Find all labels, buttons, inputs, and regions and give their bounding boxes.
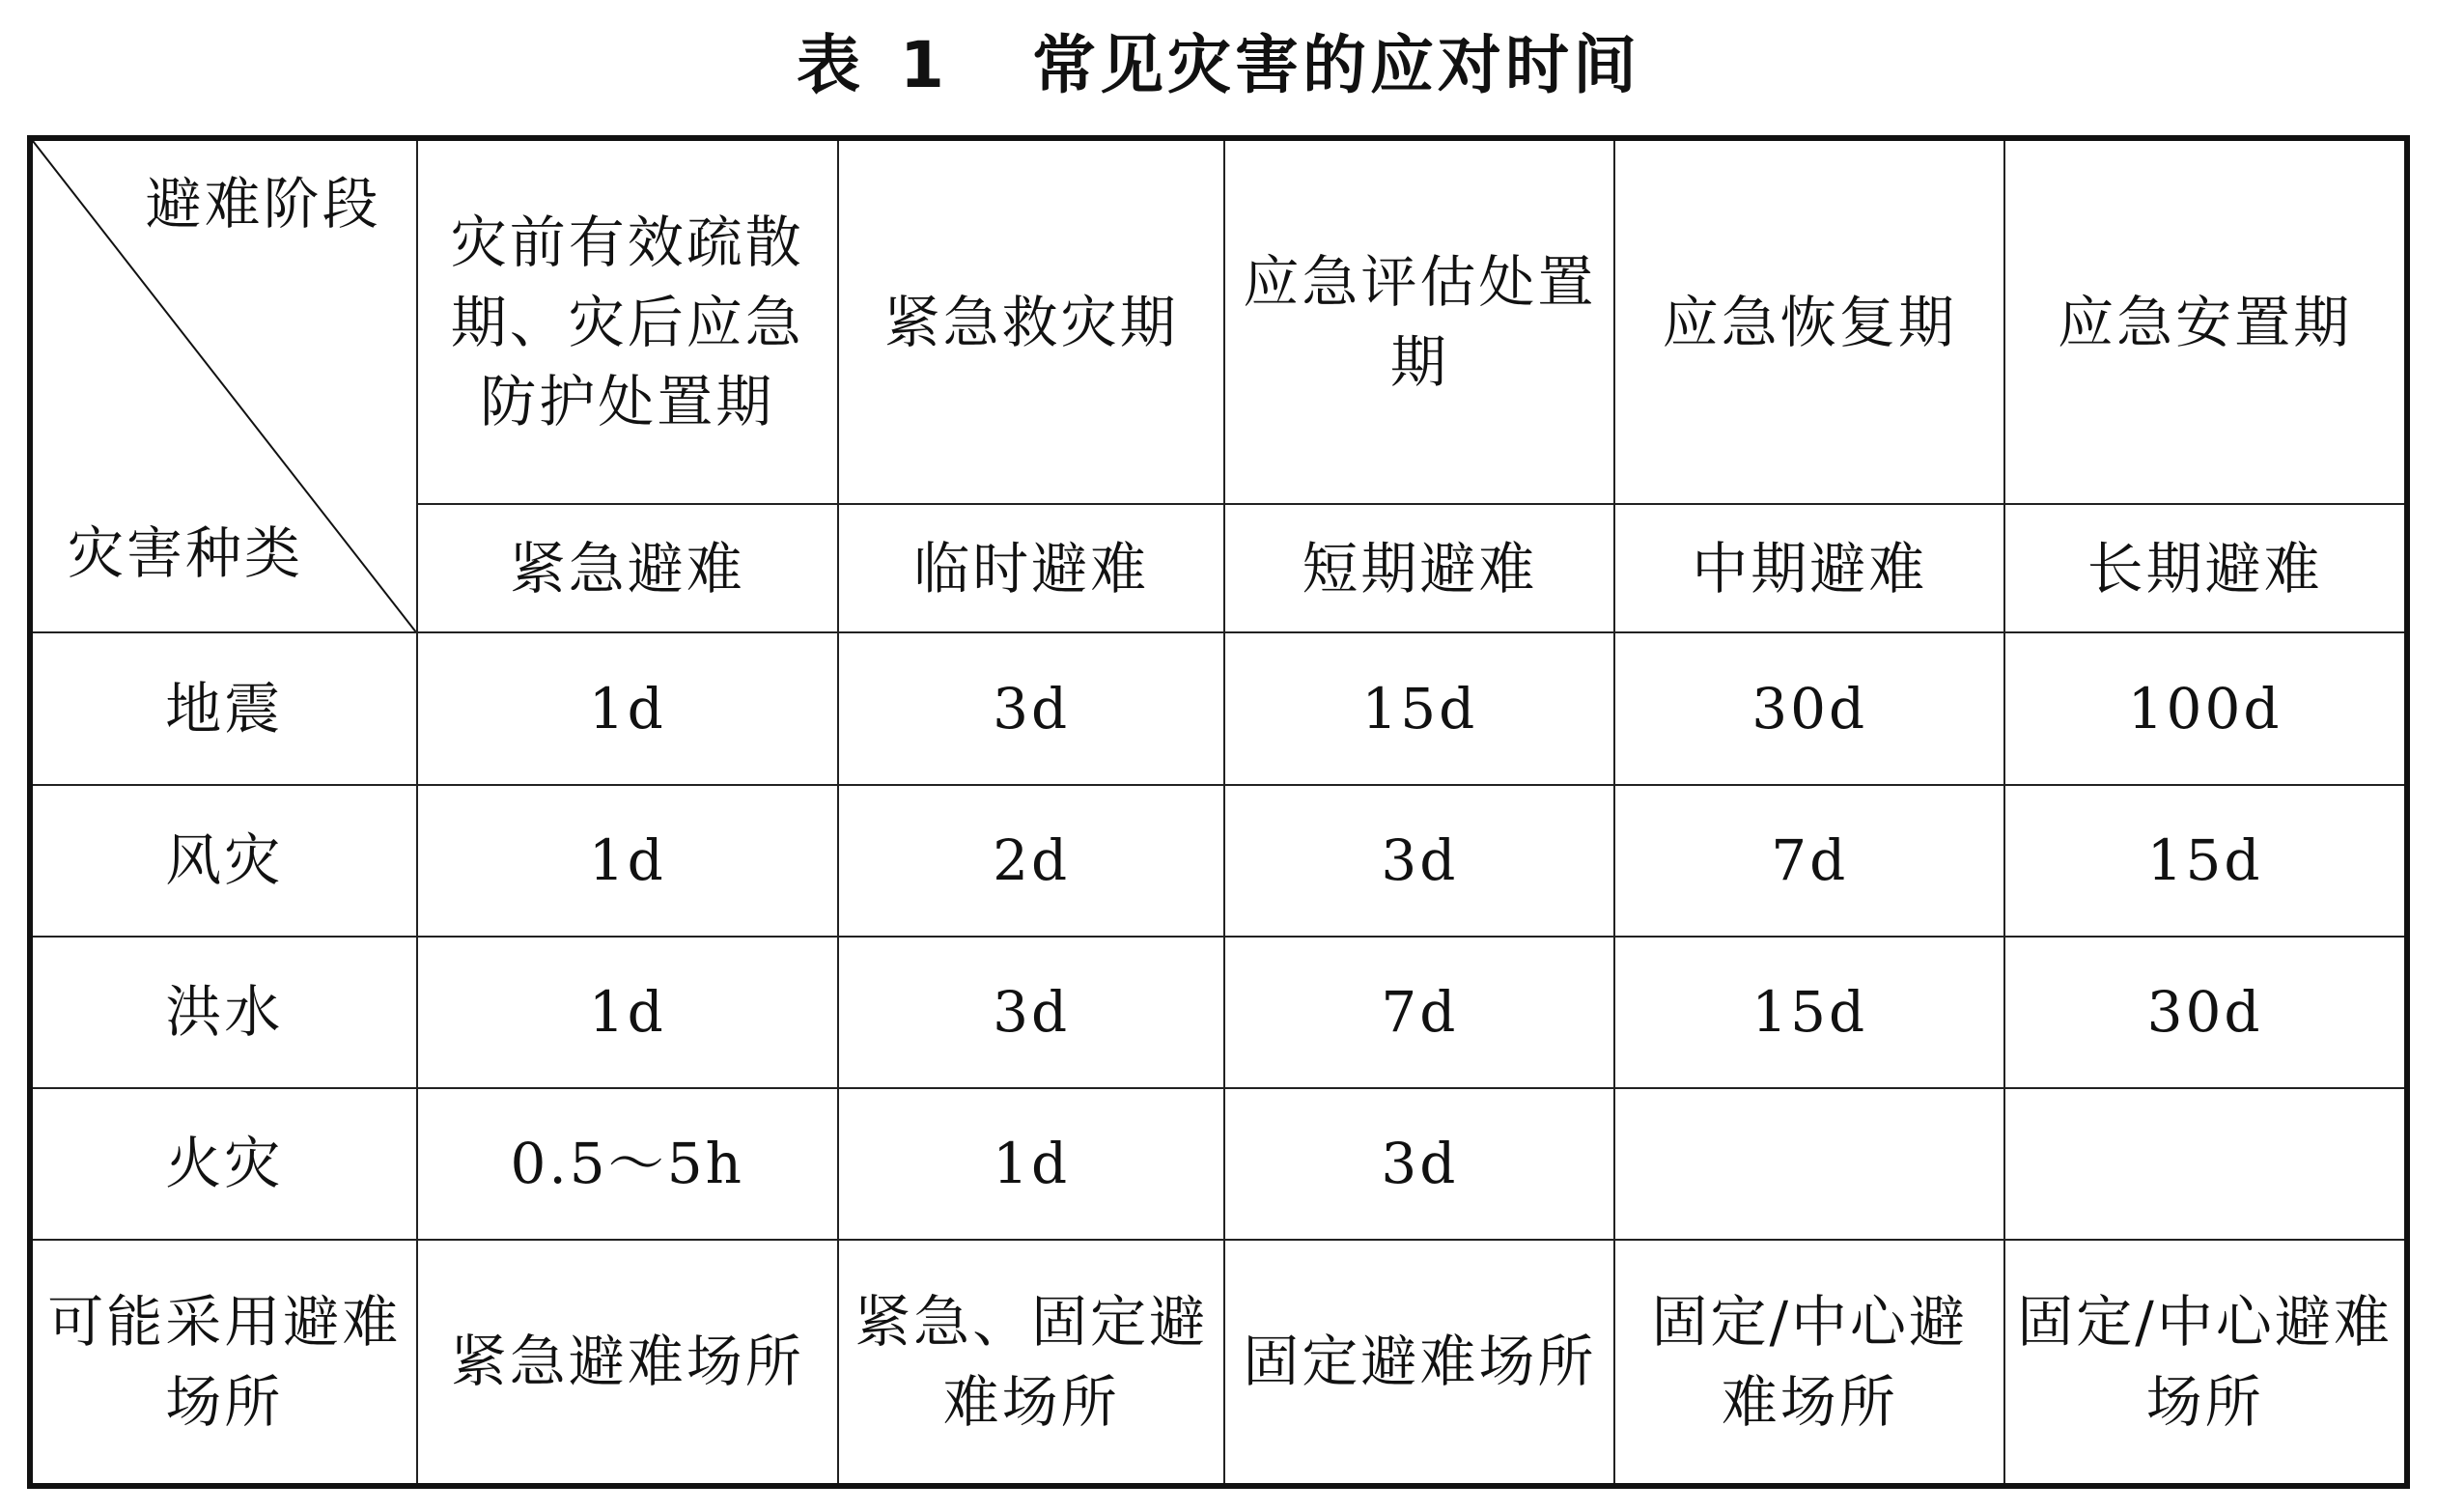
- table-title-number: 1: [900, 28, 948, 102]
- evacuation-type-cell: 中期避难: [1614, 504, 2004, 632]
- stage-header-cell: 应急安置期: [2004, 138, 2407, 504]
- footer-label-cell: 可能采用避难场所: [30, 1240, 417, 1486]
- duration-cell: 2d: [838, 785, 1225, 937]
- duration-cell: 30d: [2004, 937, 2407, 1088]
- duration-cell: 15d: [1224, 632, 1614, 784]
- corner-hazard-label: 灾害种类: [68, 520, 304, 587]
- duration-cell: 1d: [417, 937, 838, 1088]
- duration-cell: 3d: [1224, 1088, 1614, 1240]
- table-row: [30, 937, 2407, 1088]
- table-row: [30, 785, 2407, 937]
- shelter-type-cell: 紧急避难场所: [417, 1240, 838, 1486]
- evacuation-type-cell: 长期避难: [2004, 504, 2407, 632]
- duration-cell: [1614, 1088, 2004, 1240]
- duration-cell: 3d: [838, 937, 1225, 1088]
- shelter-type-cell: 固定/中心避难场所: [1614, 1240, 2004, 1486]
- corner-stage-label: 避难阶段: [145, 171, 381, 237]
- shelter-type-cell: 紧急、固定避难场所: [838, 1240, 1225, 1486]
- hazard-name-cell: 火灾: [30, 1088, 417, 1240]
- table-row: [30, 1088, 2407, 1240]
- duration-cell: 15d: [2004, 785, 2407, 937]
- evacuation-type-cell: 短期避难: [1224, 504, 1614, 632]
- hazard-name-cell: 风灾: [30, 785, 417, 937]
- duration-cell: 0.5～5h: [417, 1088, 838, 1240]
- response-time-table: [27, 135, 2410, 1489]
- stage-header-cell: 应急恢复期: [1614, 138, 2004, 504]
- stage-header-cell: 应急评估处置期: [1224, 138, 1614, 504]
- stage-header-cell: 紧急救灾期: [838, 138, 1225, 504]
- hazard-name-cell: 地震: [30, 632, 417, 784]
- evacuation-type-cell: 临时避难: [838, 504, 1225, 632]
- shelter-type-cell: 固定避难场所: [1224, 1240, 1614, 1486]
- footer-row-shelter-types: [30, 1240, 2407, 1486]
- duration-cell: [2004, 1088, 2407, 1240]
- duration-cell: 7d: [1614, 785, 2004, 937]
- duration-cell: 1d: [417, 785, 838, 937]
- table-title-text: 常见灾害的应对时间: [1031, 28, 1640, 102]
- stage-header-cell: 灾前有效疏散期、灾后应急防护处置期: [417, 138, 838, 504]
- duration-cell: 7d: [1224, 937, 1614, 1088]
- duration-cell: 30d: [1614, 632, 2004, 784]
- header-row-stages: [30, 138, 2407, 504]
- corner-header-cell: [30, 138, 417, 632]
- table-title: [0, 8, 2437, 124]
- duration-cell: 3d: [838, 632, 1225, 784]
- shelter-type-cell: 固定/中心避难场所: [2004, 1240, 2407, 1486]
- duration-cell: 1d: [838, 1088, 1225, 1240]
- hazard-name-cell: 洪水: [30, 937, 417, 1088]
- table-row: [30, 632, 2407, 784]
- duration-cell: 1d: [417, 632, 838, 784]
- evacuation-type-cell: 紧急避难: [417, 504, 838, 632]
- table-title-prefix: 表: [797, 28, 865, 102]
- duration-cell: 3d: [1224, 785, 1614, 937]
- duration-cell: 15d: [1614, 937, 2004, 1088]
- duration-cell: 100d: [2004, 632, 2407, 784]
